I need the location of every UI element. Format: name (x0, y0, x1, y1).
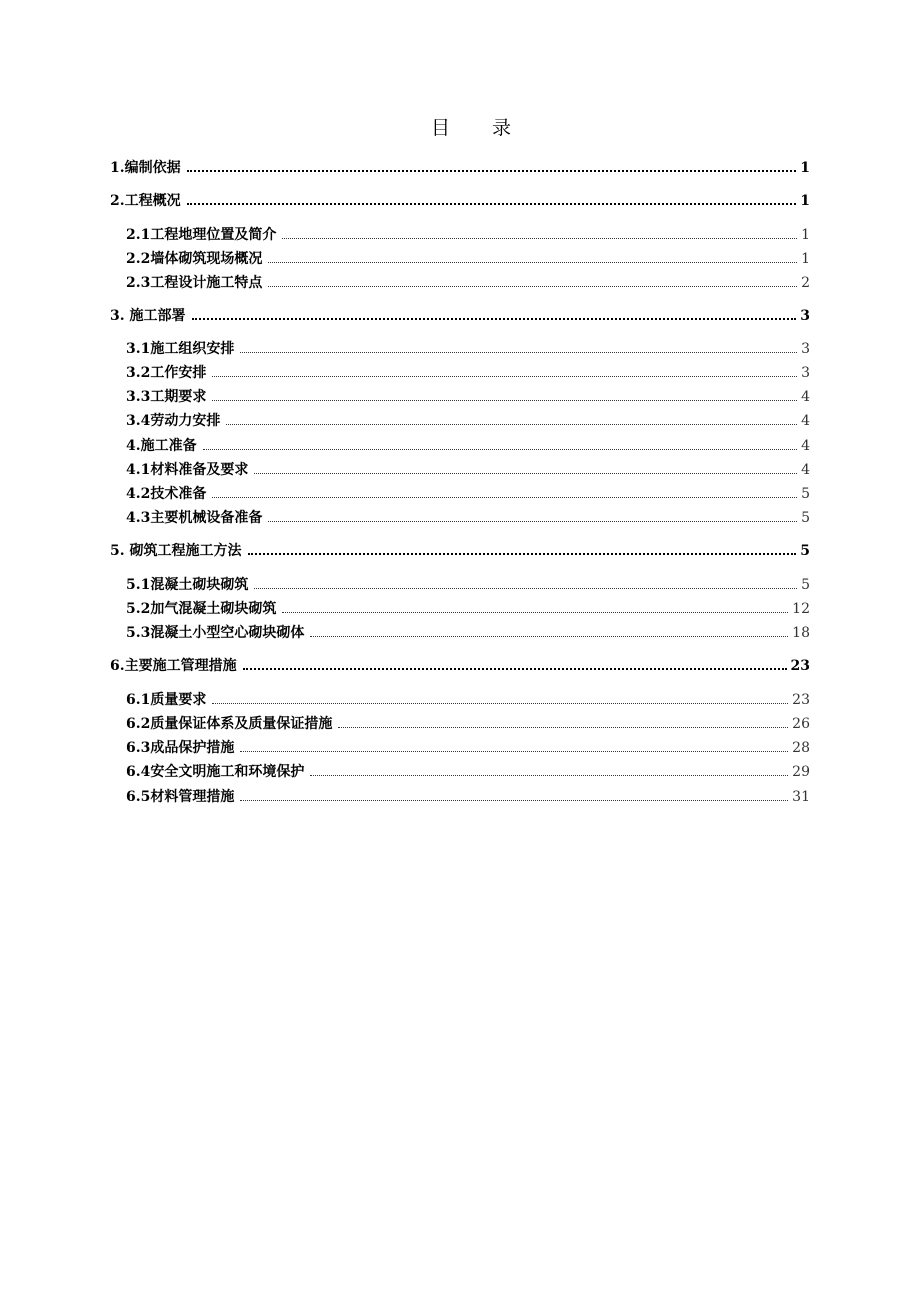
dot-leader (212, 497, 797, 498)
toc-entry-page: 5 (800, 543, 810, 559)
toc-entry-label: 6.1质量要求 (126, 692, 207, 708)
toc-entry[interactable] (126, 623, 810, 643)
dot-leader (203, 449, 797, 450)
toc-entry-label: 6.2质量保证体系及质量保证措施 (126, 716, 333, 732)
dot-leader (248, 553, 797, 555)
toc-entry-page: 26 (792, 716, 810, 732)
toc-entry[interactable] (110, 541, 810, 561)
toc-title: 目 录 (430, 117, 530, 139)
toc-entry-page: 29 (792, 764, 810, 780)
toc-entry[interactable] (110, 191, 810, 211)
toc-entry-page: 4 (801, 462, 810, 478)
toc-entry[interactable] (126, 273, 810, 293)
toc-entry-page: 12 (792, 601, 810, 617)
toc-entry-label: 4.1材料准备及要求 (126, 462, 249, 478)
dot-leader (254, 588, 797, 589)
toc-entry-label: 5.3混凝土小型空心砌块砌体 (126, 625, 305, 641)
toc-entry[interactable] (126, 787, 810, 807)
toc-entry-page: 28 (792, 740, 810, 756)
toc-entry-label: 5.2加气混凝土砌块砌筑 (126, 601, 277, 617)
toc-entry-label: 3.1施工组织安排 (126, 341, 235, 357)
toc-entry-label: 4.3主要机械设备准备 (126, 510, 263, 526)
dot-leader (192, 318, 797, 320)
toc-entry[interactable] (126, 575, 810, 595)
toc-entry-label: 6.主要施工管理措施 (110, 658, 237, 674)
toc-entry[interactable] (126, 387, 810, 407)
toc-entry[interactable] (126, 714, 810, 734)
toc-entry-page: 1 (800, 193, 810, 209)
dot-leader (240, 751, 788, 752)
dot-leader (268, 521, 797, 522)
dot-leader (310, 775, 788, 776)
toc-entry-page: 3 (801, 365, 810, 381)
toc-entry[interactable] (126, 249, 810, 269)
toc-entry-page: 31 (792, 789, 810, 805)
toc-entry-label: 4.施工准备 (126, 438, 197, 454)
toc-entry-page: 4 (801, 413, 810, 429)
toc-entry-label: 4.2技术准备 (126, 486, 207, 502)
toc-entry-page: 4 (801, 389, 810, 405)
toc-entry[interactable] (126, 411, 810, 431)
toc-entry[interactable] (126, 436, 810, 456)
toc-entry-page: 3 (801, 341, 810, 357)
dot-leader (243, 668, 787, 670)
toc-entry-page: 5 (801, 510, 810, 526)
toc-entry[interactable] (126, 460, 810, 480)
toc-entry[interactable] (126, 484, 810, 504)
toc-entry-label: 6.3成品保护措施 (126, 740, 235, 756)
toc-entry-label: 3.4劳动力安排 (126, 413, 221, 429)
toc-entry-label: 1.编制依据 (110, 160, 181, 176)
toc-entry-page: 4 (801, 438, 810, 454)
dot-leader (282, 612, 788, 613)
toc-entry-label: 6.4安全文明施工和环境保护 (126, 764, 305, 780)
toc-entry-label: 3. 施工部署 (110, 308, 186, 324)
toc-entry-label: 2.3工程设计施工特点 (126, 275, 263, 291)
toc-entry-label: 3.2工作安排 (126, 365, 207, 381)
dot-leader (282, 238, 797, 239)
dot-leader (338, 727, 788, 728)
toc-entry[interactable] (126, 363, 810, 383)
toc-entry-page: 1 (800, 160, 810, 176)
toc-entry[interactable] (126, 225, 810, 245)
dot-leader (254, 473, 797, 474)
toc-entry-label: 3.3工期要求 (126, 389, 207, 405)
toc-entry-page: 2 (801, 275, 810, 291)
toc-entry-page: 3 (800, 308, 810, 324)
toc-entry[interactable] (126, 762, 810, 782)
toc-entry[interactable] (126, 508, 810, 528)
toc-entry[interactable] (126, 339, 810, 359)
toc-entry-page: 5 (801, 577, 810, 593)
dot-leader (268, 262, 797, 263)
toc-entry[interactable] (126, 599, 810, 619)
toc-entry[interactable] (110, 306, 810, 326)
dot-leader (268, 286, 797, 287)
toc-entry-page: 1 (801, 251, 810, 267)
toc-entry-label: 5. 砌筑工程施工方法 (110, 543, 242, 559)
toc-entry[interactable] (126, 690, 810, 710)
dot-leader (212, 376, 797, 377)
toc-entry-page: 23 (790, 658, 810, 674)
toc-entry-label: 6.5材料管理措施 (126, 789, 235, 805)
toc-entry-label: 2.工程概况 (110, 193, 181, 209)
toc-entry-label: 5.1混凝土砌块砌筑 (126, 577, 249, 593)
dot-leader (240, 800, 788, 801)
dot-leader (212, 703, 788, 704)
dot-leader (212, 400, 797, 401)
dot-leader (187, 203, 797, 205)
toc-entry-label: 2.2墙体砌筑现场概况 (126, 251, 263, 267)
toc-entry-page: 23 (792, 692, 810, 708)
toc-entry-page: 5 (801, 486, 810, 502)
dot-leader (240, 352, 797, 353)
toc-entry[interactable] (110, 656, 810, 676)
dot-leader (310, 636, 788, 637)
toc-entry[interactable] (110, 158, 810, 178)
toc-entry-page: 1 (801, 227, 810, 243)
toc-entry[interactable] (126, 738, 810, 758)
toc-entry-page: 18 (792, 625, 810, 641)
dot-leader (226, 424, 797, 425)
toc-entry-label: 2.1工程地理位置及简介 (126, 227, 277, 243)
dot-leader (187, 170, 797, 172)
